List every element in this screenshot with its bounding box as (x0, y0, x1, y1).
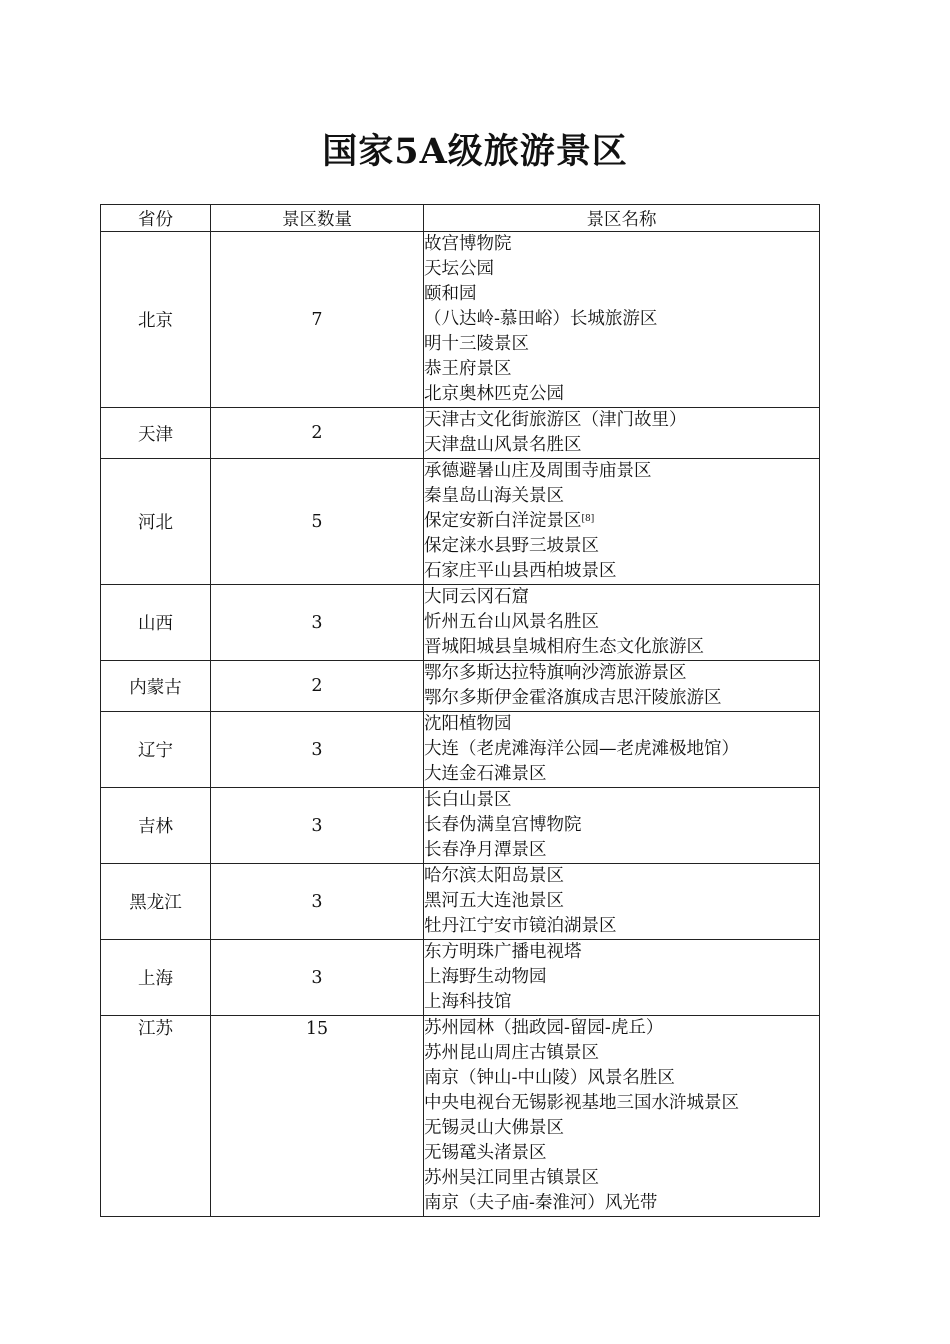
names-cell (424, 661, 820, 712)
scenic-area-name (424, 686, 819, 711)
province-cell: 辽宁 (101, 712, 211, 788)
scenic-area-name (424, 509, 819, 534)
header-count: 景区数量 (211, 205, 424, 232)
scenic-area-name-text: 大连金石滩景区 (424, 764, 547, 784)
names-cell (424, 459, 820, 585)
scenic-area-name-text: 哈尔滨太阳岛景区 (424, 866, 564, 886)
count-cell: 5 (211, 459, 424, 585)
scenic-area-name-text: 黑河五大连池景区 (424, 891, 564, 911)
names-cell (424, 940, 820, 1016)
count-cell: 2 (211, 661, 424, 712)
scenic-area-name (424, 1091, 819, 1116)
scenic-area-name (424, 332, 819, 357)
province-cell: 吉林 (101, 788, 211, 864)
scenic-area-name-text: 中央电视台无锡影视基地三国水浒城景区 (424, 1093, 739, 1113)
scenic-area-name (424, 307, 819, 332)
table-row (101, 232, 820, 408)
scenic-area-name-text: 大同云冈石窟 (424, 587, 529, 607)
table-body (101, 232, 820, 1217)
scenic-area-name-text: 沈阳植物园 (424, 714, 512, 734)
citation-reference[interactable]: [8] (581, 514, 595, 524)
scenic-area-name (424, 1166, 819, 1191)
scenic-area-name-text: 长春伪满皇宫博物院 (424, 815, 582, 835)
scenic-area-name-text: 苏州昆山周庄古镇景区 (424, 1043, 599, 1063)
scenic-area-name (424, 965, 819, 990)
table-row (101, 408, 820, 459)
scenic-area-name (424, 889, 819, 914)
scenic-area-name (424, 610, 819, 635)
count-cell: 3 (211, 712, 424, 788)
scenic-area-name-text: 明十三陵景区 (424, 334, 529, 354)
scenic-area-name-text: 恭王府景区 (424, 359, 512, 379)
count-cell: 3 (211, 788, 424, 864)
scenic-area-name (424, 534, 819, 559)
count-cell: 3 (211, 940, 424, 1016)
scenic-area-table (100, 204, 820, 1217)
scenic-area-name-text: 无锡鼋头渚景区 (424, 1143, 547, 1163)
scenic-area-name (424, 990, 819, 1015)
count-cell: 2 (211, 408, 424, 459)
scenic-area-name-text: 天津盘山风景名胜区 (424, 435, 582, 455)
table-row (101, 788, 820, 864)
scenic-area-name-text: 上海科技馆 (424, 992, 512, 1012)
scenic-area-name-text: 石家庄平山县西柏坡景区 (424, 561, 617, 581)
scenic-area-name-text: 故宫博物院 (424, 234, 512, 254)
province-cell: 黑龙江 (101, 864, 211, 940)
names-cell (424, 585, 820, 661)
scenic-area-name-text: 天坛公园 (424, 259, 494, 279)
scenic-area-name (424, 813, 819, 838)
scenic-area-name (424, 1191, 819, 1216)
scenic-area-name (424, 914, 819, 939)
scenic-area-name-text: 颐和园 (424, 284, 477, 304)
table-row (101, 940, 820, 1016)
count-cell: 3 (211, 864, 424, 940)
names-cell (424, 864, 820, 940)
scenic-area-name-text: 长春净月潭景区 (424, 840, 547, 860)
scenic-area-name (424, 585, 819, 610)
names-cell (424, 408, 820, 459)
names-cell (424, 712, 820, 788)
scenic-area-name-text: 忻州五台山风景名胜区 (424, 612, 599, 632)
scenic-area-name-text: 北京奥林匹克公园 (424, 384, 564, 404)
table-row (101, 712, 820, 788)
scenic-area-name (424, 559, 819, 584)
scenic-area-name (424, 1066, 819, 1091)
header-province: 省份 (101, 205, 211, 232)
table-row (101, 585, 820, 661)
scenic-area-name (424, 712, 819, 737)
province-cell: 天津 (101, 408, 211, 459)
table-row (101, 864, 820, 940)
scenic-area-name (424, 737, 819, 762)
scenic-area-name-text: 苏州园林（拙政园-留园-虎丘） (424, 1018, 664, 1038)
scenic-area-name (424, 762, 819, 787)
province-cell: 山西 (101, 585, 211, 661)
scenic-area-name (424, 232, 819, 257)
names-cell (424, 788, 820, 864)
scenic-area-name-text: 晋城阳城县皇城相府生态文化旅游区 (424, 637, 704, 657)
scenic-area-name-text: （八达岭-慕田峪）长城旅游区 (424, 309, 658, 329)
scenic-area-name-text: 无锡灵山大佛景区 (424, 1118, 564, 1138)
table-row (101, 1016, 820, 1217)
province-cell: 江苏 (101, 1016, 211, 1217)
count-cell: 15 (211, 1016, 424, 1217)
scenic-area-name-text: 鄂尔多斯达拉特旗响沙湾旅游景区 (424, 663, 687, 683)
scenic-area-name (424, 282, 819, 307)
header-names: 景区名称 (424, 205, 820, 232)
count-cell: 7 (211, 232, 424, 408)
scenic-area-name-text: 秦皇岛山海关景区 (424, 486, 564, 506)
province-cell: 上海 (101, 940, 211, 1016)
scenic-area-name-text: 南京（夫子庙-秦淮河）风光带 (424, 1193, 658, 1213)
scenic-area-name-text: 承德避暑山庄及周围寺庙景区 (424, 461, 652, 481)
scenic-area-name-text: 上海野生动物园 (424, 967, 547, 987)
scenic-area-name (424, 1041, 819, 1066)
names-cell (424, 1016, 820, 1217)
scenic-area-name (424, 408, 819, 433)
count-cell: 3 (211, 585, 424, 661)
scenic-area-name-text: 南京（钟山-中山陵）风景名胜区 (424, 1068, 675, 1088)
scenic-area-name-text: 大连（老虎滩海洋公园—老虎滩极地馆） (424, 739, 739, 759)
province-cell: 内蒙古 (101, 661, 211, 712)
table-row (101, 661, 820, 712)
table-row (101, 459, 820, 585)
scenic-area-name (424, 864, 819, 889)
scenic-area-name-text: 东方明珠广播电视塔 (424, 942, 582, 962)
names-cell (424, 232, 820, 408)
scenic-area-name (424, 433, 819, 458)
province-cell: 北京 (101, 232, 211, 408)
scenic-area-name (424, 484, 819, 509)
scenic-area-name (424, 459, 819, 484)
scenic-area-name-text: 苏州吴江同里古镇景区 (424, 1168, 599, 1188)
scenic-area-name (424, 1116, 819, 1141)
scenic-area-name (424, 357, 819, 382)
scenic-area-name (424, 257, 819, 282)
province-cell: 河北 (101, 459, 211, 585)
scenic-area-name (424, 838, 819, 863)
scenic-area-name-text: 天津古文化街旅游区（津门故里） (424, 410, 687, 430)
scenic-area-name-text: 长白山景区 (424, 790, 512, 810)
scenic-area-name (424, 1016, 819, 1041)
scenic-area-name-text: 保定安新白洋淀景区 (424, 511, 582, 531)
scenic-area-name-text: 鄂尔多斯伊金霍洛旗成吉思汗陵旅游区 (424, 688, 722, 708)
scenic-area-name-text: 保定涞水县野三坡景区 (424, 536, 599, 556)
scenic-area-name-text: 牡丹江宁安市镜泊湖景区 (424, 916, 617, 936)
page-title: 国家5A级旅游景区 (322, 131, 628, 172)
scenic-area-name (424, 1141, 819, 1166)
scenic-area-name (424, 940, 819, 965)
table-header-row (101, 205, 820, 232)
scenic-area-name (424, 635, 819, 660)
scenic-area-name (424, 788, 819, 813)
scenic-area-name (424, 661, 819, 686)
scenic-area-name (424, 382, 819, 407)
